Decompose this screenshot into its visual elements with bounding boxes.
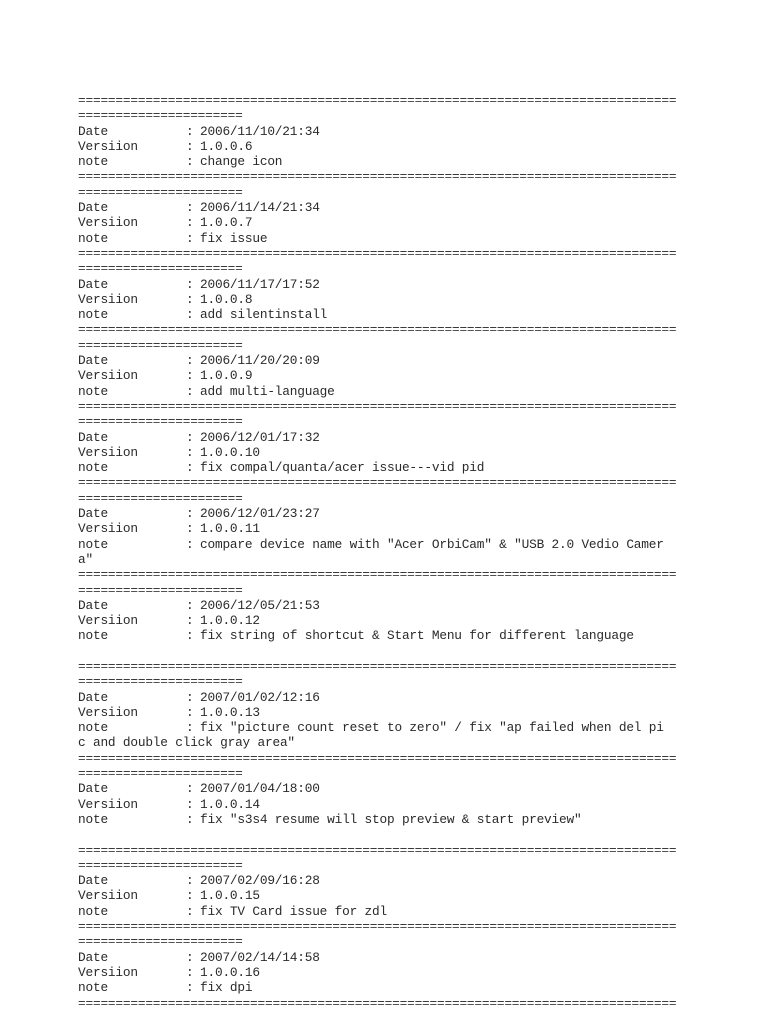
- date-row: [78, 124, 718, 139]
- separator-short: ======================: [78, 857, 243, 873]
- colon: :: [186, 597, 194, 613]
- date-row: [78, 690, 718, 705]
- date-label: Date: [78, 597, 108, 613]
- note-value: fix "picture count reset to zero" / fix "ap failed when del pi: [200, 720, 664, 736]
- version-value: 1.0.0.11: [200, 521, 260, 537]
- changelog-entry: [78, 598, 718, 644]
- date-label: Date: [78, 200, 108, 216]
- version-row: [78, 965, 718, 980]
- colon: :: [186, 291, 194, 307]
- colon: :: [186, 704, 194, 720]
- version-row: [78, 215, 718, 230]
- changelog-entry: [78, 506, 718, 567]
- note-value: fix compal/quanta/acer issue---vid pid: [200, 460, 485, 476]
- note-value: fix dpi: [200, 980, 253, 996]
- colon: :: [186, 888, 194, 904]
- date-label: Date: [78, 353, 108, 369]
- note-label: note: [78, 536, 108, 552]
- colon: :: [186, 353, 194, 369]
- colon: :: [186, 781, 194, 797]
- separator-short: ======================: [78, 261, 243, 277]
- date-row: [78, 598, 718, 613]
- changelog-entry: [78, 781, 718, 827]
- date-row: [78, 430, 718, 445]
- date-value: 2006/11/17/17:52: [200, 276, 320, 292]
- note-value: add silentinstall: [200, 307, 328, 323]
- separator-short: ======================: [78, 582, 243, 598]
- version-value: 1.0.0.14: [200, 796, 260, 812]
- date-label: Date: [78, 949, 108, 965]
- date-value: 2007/02/09/16:28: [200, 873, 320, 889]
- colon: :: [186, 613, 194, 629]
- colon: :: [186, 123, 194, 139]
- colon: :: [186, 536, 194, 552]
- note-row: [78, 628, 718, 643]
- version-label: Versiion: [78, 613, 138, 629]
- colon: :: [186, 903, 194, 919]
- separator-long: ================================================================================: [78, 398, 677, 414]
- changelog-entry: [78, 873, 718, 919]
- separator-long: ================================================================================: [78, 245, 677, 261]
- version-label: Versiion: [78, 704, 138, 720]
- date-value: 2007/01/04/18:00: [200, 781, 320, 797]
- version-label: Versiion: [78, 368, 138, 384]
- date-label: Date: [78, 123, 108, 139]
- blank-line: [78, 827, 718, 842]
- changelog-entry: [78, 950, 718, 996]
- note-row: [78, 384, 718, 399]
- version-row: [78, 139, 718, 154]
- note-row: [78, 460, 718, 475]
- note-value: fix string of shortcut & Start Menu for different language: [200, 628, 634, 644]
- date-value: 2007/02/14/14:58: [200, 949, 320, 965]
- separator-long: ================================================================================: [78, 322, 677, 338]
- note-row: [78, 904, 718, 919]
- note-value: fix issue: [200, 230, 268, 246]
- colon: :: [186, 506, 194, 522]
- note-continuation: a": [78, 551, 93, 567]
- version-value: 1.0.0.16: [200, 964, 260, 980]
- colon: :: [186, 138, 194, 154]
- version-label: Versiion: [78, 888, 138, 904]
- colon: :: [186, 383, 194, 399]
- colon: :: [186, 873, 194, 889]
- separator-short: ======================: [78, 490, 243, 506]
- changelog-entry: [78, 430, 718, 476]
- date-value: 2006/12/01/23:27: [200, 506, 320, 522]
- version-label: Versiion: [78, 444, 138, 460]
- note-value: change icon: [200, 154, 283, 170]
- blank-line: [78, 644, 718, 659]
- colon: :: [186, 460, 194, 476]
- note-value: fix "s3s4 resume will stop preview & start preview": [200, 811, 582, 827]
- note-label: note: [78, 307, 108, 323]
- colon: :: [186, 429, 194, 445]
- version-label: Versiion: [78, 796, 138, 812]
- note-value: add multi-language: [200, 383, 335, 399]
- version-row: [78, 705, 718, 720]
- version-value: 1.0.0.13: [200, 704, 260, 720]
- separator-long: ================================================================================: [78, 475, 677, 491]
- separator-long: ================================================================================: [78, 658, 677, 674]
- version-label: Versiion: [78, 291, 138, 307]
- date-label: Date: [78, 689, 108, 705]
- colon: :: [186, 720, 194, 736]
- note-value: fix TV Card issue for zdl: [200, 903, 387, 919]
- version-row: [78, 368, 718, 383]
- date-value: 2006/11/14/21:34: [200, 200, 320, 216]
- colon: :: [186, 154, 194, 170]
- date-row: [78, 781, 718, 796]
- separator-short: ======================: [78, 108, 243, 124]
- version-value: 1.0.0.7: [200, 215, 253, 231]
- colon: :: [186, 230, 194, 246]
- colon: :: [186, 796, 194, 812]
- date-value: 2006/12/05/21:53: [200, 597, 320, 613]
- separator-long: ================================================================================: [78, 750, 677, 766]
- colon: :: [186, 811, 194, 827]
- date-value: 2006/12/01/17:32: [200, 429, 320, 445]
- version-label: Versiion: [78, 215, 138, 231]
- date-label: Date: [78, 276, 108, 292]
- note-label: note: [78, 230, 108, 246]
- version-value: 1.0.0.10: [200, 444, 260, 460]
- separator-short: ======================: [78, 414, 243, 430]
- version-value: 1.0.0.15: [200, 888, 260, 904]
- note-label: note: [78, 383, 108, 399]
- version-label: Versiion: [78, 964, 138, 980]
- note-label: note: [78, 903, 108, 919]
- separator-short: ======================: [78, 184, 243, 200]
- date-row: [78, 950, 718, 965]
- separator-long: ================================================================================: [78, 567, 677, 583]
- colon: :: [186, 949, 194, 965]
- date-label: Date: [78, 873, 108, 889]
- date-value: 2007/01/02/12:16: [200, 689, 320, 705]
- note-continuation: c and double click gray area": [78, 735, 295, 751]
- version-row: [78, 521, 718, 536]
- date-label: Date: [78, 781, 108, 797]
- version-value: 1.0.0.8: [200, 291, 253, 307]
- separator-short: ======================: [78, 674, 243, 690]
- colon: :: [186, 444, 194, 460]
- changelog-document: [78, 93, 718, 1011]
- separator-short: ======================: [78, 934, 243, 950]
- changelog-entry: [78, 200, 718, 246]
- note-label: note: [78, 460, 108, 476]
- note-label: note: [78, 980, 108, 996]
- note-row: [78, 812, 718, 827]
- date-row: [78, 873, 718, 888]
- version-label: Versiion: [78, 521, 138, 537]
- date-row: [78, 353, 718, 368]
- note-row: [78, 307, 718, 322]
- date-label: Date: [78, 506, 108, 522]
- note-row: [78, 537, 718, 552]
- date-row: [78, 506, 718, 521]
- note-row: [78, 231, 718, 246]
- note-label: note: [78, 628, 108, 644]
- changelog-entry: [78, 690, 718, 751]
- note-label: note: [78, 154, 108, 170]
- version-row: [78, 613, 718, 628]
- note-label: note: [78, 811, 108, 827]
- version-value: 1.0.0.12: [200, 613, 260, 629]
- date-row: [78, 277, 718, 292]
- separator-short: ======================: [78, 337, 243, 353]
- note-row: [78, 154, 718, 169]
- colon: :: [186, 307, 194, 323]
- date-label: Date: [78, 429, 108, 445]
- colon: :: [186, 276, 194, 292]
- note-row: [78, 720, 718, 735]
- separator-long: ================================================================================: [78, 842, 677, 858]
- date-value: 2006/11/10/21:34: [200, 123, 320, 139]
- colon: :: [186, 200, 194, 216]
- changelog-entry: [78, 353, 718, 399]
- colon: :: [186, 689, 194, 705]
- version-value: 1.0.0.6: [200, 138, 253, 154]
- colon: :: [186, 368, 194, 384]
- separator-long: ================================================================================: [78, 93, 677, 108]
- date-row: [78, 200, 718, 215]
- colon: :: [186, 215, 194, 231]
- separator-long: ================================================================================: [78, 919, 677, 935]
- version-row: [78, 445, 718, 460]
- colon: :: [186, 980, 194, 996]
- separator-long: ================================================================================: [78, 995, 677, 1011]
- note-value: compare device name with "Acer OrbiCam" & "USB 2.0 Vedio Camer: [200, 536, 664, 552]
- version-row: [78, 888, 718, 903]
- separator-short: ======================: [78, 766, 243, 782]
- note-row: [78, 980, 718, 995]
- date-value: 2006/11/20/20:09: [200, 353, 320, 369]
- colon: :: [186, 628, 194, 644]
- version-value: 1.0.0.9: [200, 368, 253, 384]
- colon: :: [186, 964, 194, 980]
- changelog-entry: [78, 124, 718, 170]
- version-row: [78, 797, 718, 812]
- separator-long: ================================================================================: [78, 169, 677, 185]
- version-label: Versiion: [78, 138, 138, 154]
- note-label: note: [78, 720, 108, 736]
- version-row: [78, 292, 718, 307]
- changelog-entry: [78, 277, 718, 323]
- colon: :: [186, 521, 194, 537]
